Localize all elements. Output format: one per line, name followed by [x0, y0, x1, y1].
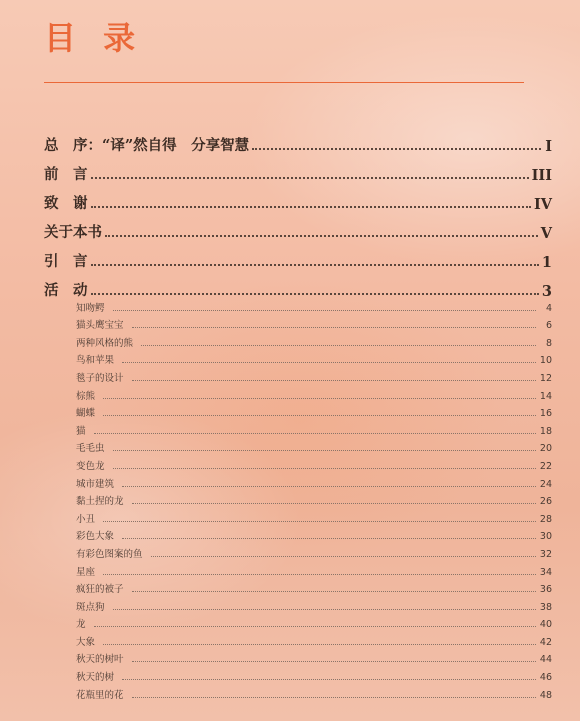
dot-leader: [132, 326, 536, 328]
toc-sub-label: 花瓶里的花: [76, 689, 124, 701]
toc-sub-page: 46: [539, 672, 552, 684]
toc-sub-entry[interactable]: [76, 630, 552, 648]
toc-main-entry[interactable]: [44, 213, 552, 242]
dot-leader: [113, 309, 536, 311]
dot-leader: [103, 414, 536, 416]
toc-sub-entry[interactable]: [76, 296, 552, 314]
toc-sub-entry[interactable]: [76, 331, 552, 349]
toc-sub-page: 38: [539, 601, 552, 613]
dot-leader: [122, 678, 536, 680]
toc-main-label: 引 言: [44, 253, 88, 270]
toc-sub-page: 12: [539, 372, 552, 384]
toc-main-label: 致 谢: [44, 195, 88, 212]
toc-sub-page: 16: [539, 408, 552, 420]
toc-sub-entry[interactable]: [76, 419, 552, 437]
dot-leader: [91, 263, 539, 266]
toc-sub-label: 猫头鹰宝宝: [76, 320, 124, 332]
dot-leader: [122, 485, 536, 487]
toc-sub-label: 斑点狗: [76, 601, 105, 613]
toc-sub-label: 知吻鳄: [76, 302, 105, 314]
toc-sub-entry[interactable]: [76, 578, 552, 596]
toc-sub-page: 26: [539, 496, 552, 508]
toc-main-label: 活 动: [44, 282, 88, 299]
toc-main-page: V: [540, 225, 552, 242]
toc-main-entry[interactable]: [44, 126, 552, 155]
toc-sub-page: 24: [539, 478, 552, 490]
dot-leader: [91, 176, 529, 179]
toc-sub-entry[interactable]: [76, 648, 552, 666]
toc-sub-page: 6: [545, 320, 552, 332]
toc-sub-entry[interactable]: [76, 384, 552, 402]
title-divider: [44, 82, 524, 83]
toc-sub-label: 鸟和苹果: [76, 355, 115, 367]
dot-leader: [132, 379, 536, 381]
toc-main-page: III: [531, 167, 552, 184]
toc-sub-label: 有彩色图案的鱼: [76, 548, 143, 560]
toc-main-entry[interactable]: [44, 242, 552, 271]
dot-leader: [105, 234, 538, 237]
toc-sub-page: 8: [545, 337, 552, 349]
dot-leader: [91, 292, 539, 295]
toc-sub-label: 变色龙: [76, 460, 105, 472]
toc-sub-label: 龙: [76, 619, 86, 631]
toc-main-page: 1: [541, 254, 552, 271]
dot-leader: [132, 696, 536, 698]
toc-sub-label: 星座: [76, 566, 96, 578]
dot-leader: [113, 608, 536, 610]
toc-sub-page: 20: [539, 443, 552, 455]
toc-main-label: 关于本书: [44, 224, 102, 241]
toc-sub-label: 毛毛虫: [76, 443, 105, 455]
toc-sub-page: 22: [539, 460, 552, 472]
toc-sub-page: 18: [539, 425, 552, 437]
toc-sub-entry[interactable]: [76, 595, 552, 613]
toc-main-page: I: [545, 138, 552, 155]
toc-sub-page: 40: [539, 619, 552, 631]
dot-leader: [94, 625, 536, 627]
toc-sub-label: 黏土捏的龙: [76, 496, 124, 508]
toc-sub-page: 14: [539, 390, 552, 402]
toc-sub-entry[interactable]: [76, 525, 552, 543]
toc-sub-page: 30: [539, 531, 552, 543]
toc-sub-page: 36: [539, 584, 552, 596]
toc-main-label: 总 序：“译”然自得 分享智慧: [44, 137, 250, 154]
toc-sub-entry[interactable]: [76, 542, 552, 560]
dot-leader: [132, 502, 536, 504]
dot-leader: [122, 361, 536, 363]
dot-leader: [91, 205, 531, 208]
toc-sub-label: 秋天的树: [76, 672, 115, 684]
toc-sub-label: 毯子的设计: [76, 372, 124, 384]
dot-leader: [252, 147, 541, 150]
toc-sub-label: 秋天的树叶: [76, 654, 124, 666]
toc-sub-entry[interactable]: [76, 665, 552, 683]
dot-leader: [151, 555, 536, 557]
toc-sub-entry[interactable]: [76, 437, 552, 455]
toc-sub-label: 疯狂的被子: [76, 584, 124, 596]
toc-sub-page: 48: [539, 689, 552, 701]
toc-sub-label: 彩色大象: [76, 531, 115, 543]
page-title: 目 录: [44, 19, 144, 57]
toc-main-entry[interactable]: [44, 184, 552, 213]
dot-leader: [103, 520, 536, 522]
dot-leader: [113, 449, 536, 451]
toc-sub-label: 大象: [76, 636, 96, 648]
toc-sub-entry[interactable]: [76, 490, 552, 508]
toc-sub-entry[interactable]: [76, 454, 552, 472]
toc-sub-label: 蝴蝶: [76, 408, 96, 420]
toc-sub-entry[interactable]: [76, 314, 552, 332]
toc-main-entry[interactable]: [44, 155, 552, 184]
toc-sub-page: 32: [539, 548, 552, 560]
dot-leader: [122, 537, 536, 539]
dot-leader: [103, 397, 536, 399]
toc-activity-list: [76, 296, 552, 701]
dot-leader: [132, 660, 536, 662]
dot-leader: [132, 590, 536, 592]
dot-leader: [103, 573, 536, 575]
toc-sub-page: 28: [539, 513, 552, 525]
toc-sub-label: 两种风格的熊: [76, 337, 134, 349]
toc-main-list: [44, 126, 552, 300]
toc-main-page: 3: [541, 283, 552, 300]
toc-sub-entry[interactable]: [76, 349, 552, 367]
toc-sub-page: 44: [539, 654, 552, 666]
toc-sub-entry[interactable]: [76, 560, 552, 578]
toc-sub-entry[interactable]: [76, 402, 552, 420]
dot-leader: [103, 643, 536, 645]
toc-sub-entry[interactable]: [76, 366, 552, 384]
toc-sub-page: 42: [539, 636, 552, 648]
toc-sub-entry[interactable]: [76, 472, 552, 490]
dot-leader: [113, 467, 536, 469]
toc-sub-label: 棕熊: [76, 390, 96, 402]
toc-sub-label: 猫: [76, 425, 86, 437]
toc-sub-page: 10: [539, 355, 552, 367]
toc-sub-entry[interactable]: [76, 683, 552, 701]
toc-sub-page: 4: [545, 302, 552, 314]
toc-sub-page: 34: [539, 566, 552, 578]
toc-sub-label: 小丑: [76, 513, 96, 525]
toc-sub-entry[interactable]: [76, 507, 552, 525]
toc-main-page: IV: [533, 196, 552, 213]
toc-sub-entry[interactable]: [76, 613, 552, 631]
dot-leader: [141, 344, 536, 346]
toc-main-label: 前 言: [44, 166, 88, 183]
toc-sub-label: 城市建筑: [76, 478, 115, 490]
dot-leader: [94, 432, 536, 434]
